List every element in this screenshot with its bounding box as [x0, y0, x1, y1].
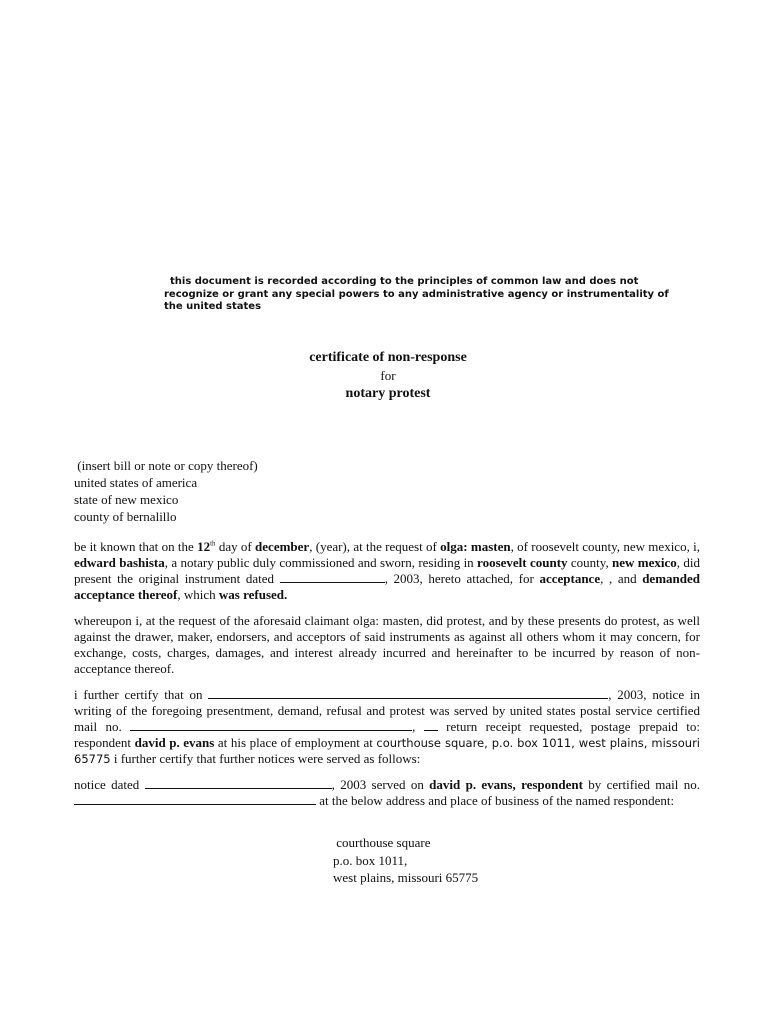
second-notice-date-blank[interactable] [145, 777, 332, 789]
second-certified-mail-blank[interactable] [74, 793, 316, 805]
title-for: for [380, 368, 396, 383]
acceptance-term: acceptance [539, 571, 601, 586]
venue-block [74, 457, 474, 525]
residence-state: new mexico [612, 555, 677, 570]
document-title: certificate of non-response [309, 350, 467, 365]
disclaimer-line-2: recognize or grant any special powers to any administrative agency or instrumentality of [164, 288, 669, 300]
notice-date-blank[interactable] [208, 687, 608, 699]
month-value: december [255, 539, 310, 554]
instrument-date-blank[interactable] [280, 571, 385, 583]
paragraph-certify: i further certify that on , 2003, notice in writing of the foregoing presentment, demand, refusal and protest was served by united states postal service certified mail no. , return receipt requested, postage prepaid to: respondent david p. evans at his place of employment at courthouse square, p.o. box 1011, west plains, missouri 65775 i further certify that further notices were served as follows: [74, 687, 700, 766]
notary-name: edward bashista [74, 555, 165, 570]
respondent-name: david p. evans [134, 735, 215, 750]
certified-mail-extra-blank[interactable] [424, 719, 438, 731]
certified-mail-number-blank[interactable] [130, 719, 412, 731]
demanded-acceptance: demanded acceptance thereof [74, 571, 700, 602]
document-title-block [0, 349, 768, 403]
document-subtitle: notary protest [345, 386, 431, 401]
paragraph-notice: notice dated , 2003 served on david p. evans, respondent by certified mail no. at the below address and place of business of the named respondent: [74, 777, 700, 808]
venue-county: county of bernalillo [74, 509, 177, 524]
venue-state: state of new mexico [74, 492, 179, 507]
address-line-2: p.o. box 1011, [333, 852, 408, 868]
insert-bill-note: (insert bill or note or copy thereof) [77, 458, 258, 473]
paragraph-presentment: be it known that on the 12th day of december, (year), at the request of olga: masten, of roosevelt county, new mexico, i, edward bashista, a notary public duly commissioned and sworn, residing in roosevelt county county, new mexico, did present the original instrument dated , 2003, hereto attached, for acceptance, , and demanded acceptance thereof, which was refused. [74, 539, 700, 602]
claimant-name: olga: masten [440, 539, 511, 554]
respondent-address-block [333, 834, 478, 887]
address-line-1: courthouse square [336, 835, 431, 850]
day-value: 12 [197, 539, 211, 554]
paragraph-protest: whereupon i, at the request of the aforesaid claimant olga: masten, did protest, and by these presents do protest, as well against the drawer, maker, endorsers, and acceptors of said instruments as against all others whom it may concern, for exchange, costs, charges, damages, and interest already incurred and hereinafter to be incurred by reason of non-acceptance thereof. [74, 613, 700, 676]
venue-country: united states of america [74, 475, 198, 490]
disclaimer-line-3: the united states [164, 301, 262, 312]
residence-county: roosevelt county [477, 555, 568, 570]
address-line-3: west plains, missouri 65775 [333, 870, 479, 885]
day-suffix: th [210, 539, 216, 548]
respondent-name-title: david p. evans, respondent [429, 777, 583, 792]
common-law-disclaimer [164, 276, 684, 314]
respondent-address-inline: courthouse square, p.o. box 1011, west plains, missouri 65775 [74, 736, 700, 766]
disclaimer-line-1: this document is recorded according to the principles of common law and does not [170, 276, 639, 287]
refused-term: was refused. [218, 587, 288, 602]
